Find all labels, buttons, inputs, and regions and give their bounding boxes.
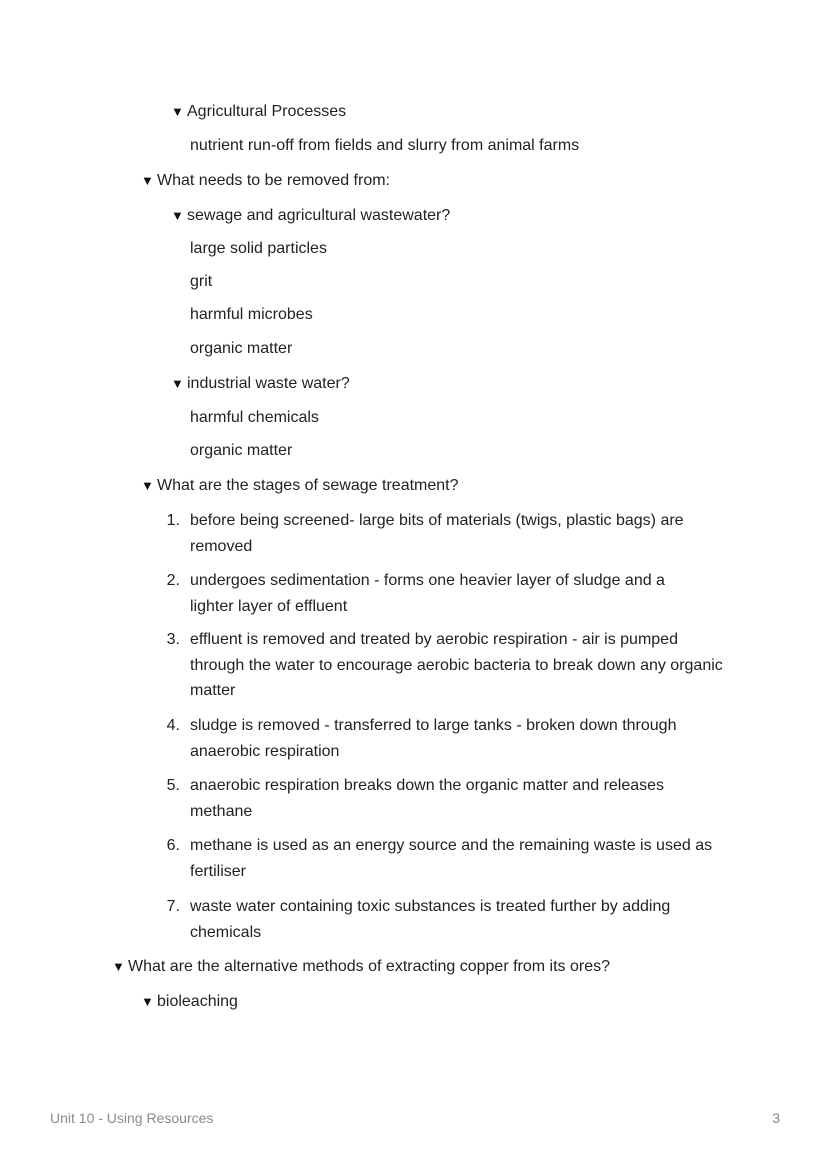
toggle-bioleaching[interactable] [141,992,238,1012]
list-number: 1. [166,512,180,529]
list-number: 3. [166,631,180,648]
toggle-label: Agricultural Processes [187,103,347,120]
toggle-triangle-icon[interactable]: ▼ [171,104,184,119]
list-number: 2. [166,572,180,589]
toggle-label: What are the stages of sewage treatment? [157,477,459,494]
list-item-text: effluent is removed and treated by aerobic respiration - air is pumped through the water to encourage aerobic bacteria to break down any organic matter [190,631,723,699]
list-item-text: before being screened- large bits of materials (twigs, plastic bags) are removed [190,512,684,555]
list-number: 7. [166,898,180,915]
list-item-text: waste water containing toxic substances is treated further by adding chemicals [190,898,671,941]
list-item: large solid particles [190,240,327,257]
agri-detail-text: nutrient run-off from fields and slurry from animal farms [190,137,580,154]
toggle-label: industrial waste water? [187,375,350,392]
footer-page-number: 3 [772,1110,780,1126]
list-item: organic matter [190,442,293,459]
toggle-label: bioleaching [157,993,238,1010]
list-number: 5. [166,777,180,794]
toggle-triangle-icon[interactable]: ▼ [141,994,154,1009]
list-item: organic matter [190,340,293,357]
toggle-sewage-agricultural[interactable] [171,206,450,226]
list-item: harmful microbes [190,306,313,323]
toggle-agricultural-processes[interactable] [171,102,346,122]
toggle-industrial-waste-water[interactable] [171,374,350,394]
list-item-text: sludge is removed - transferred to large tanks - broken down through anaerobic respiration [190,717,677,760]
list-number: 6. [166,837,180,854]
footer-unit-title: Unit 10 - Using Resources [50,1110,214,1126]
toggle-what-needs-removed[interactable] [141,171,390,191]
toggle-triangle-icon[interactable]: ▼ [112,959,125,974]
toggle-stages-sewage-treatment[interactable] [141,476,459,496]
list-number: 4. [166,717,180,734]
toggle-copper-extraction[interactable] [112,957,610,977]
toggle-label: What are the alternative methods of extracting copper from its ores? [128,958,611,975]
toggle-triangle-icon[interactable]: ▼ [171,208,184,223]
toggle-triangle-icon[interactable]: ▼ [141,173,154,188]
toggle-label: sewage and agricultural wastewater? [187,207,451,224]
list-item-text: anaerobic respiration breaks down the organic matter and releases methane [190,777,665,820]
list-item-text: undergoes sedimentation - forms one heavier layer of sludge and a lighter layer of effluent [190,572,665,615]
list-item-text: methane is used as an energy source and the remaining waste is used as fertiliser [190,837,713,880]
toggle-label: What needs to be removed from: [157,172,390,189]
list-item: harmful chemicals [190,409,319,426]
toggle-triangle-icon[interactable]: ▼ [141,478,154,493]
list-item: grit [190,273,213,290]
toggle-triangle-icon[interactable]: ▼ [171,376,184,391]
